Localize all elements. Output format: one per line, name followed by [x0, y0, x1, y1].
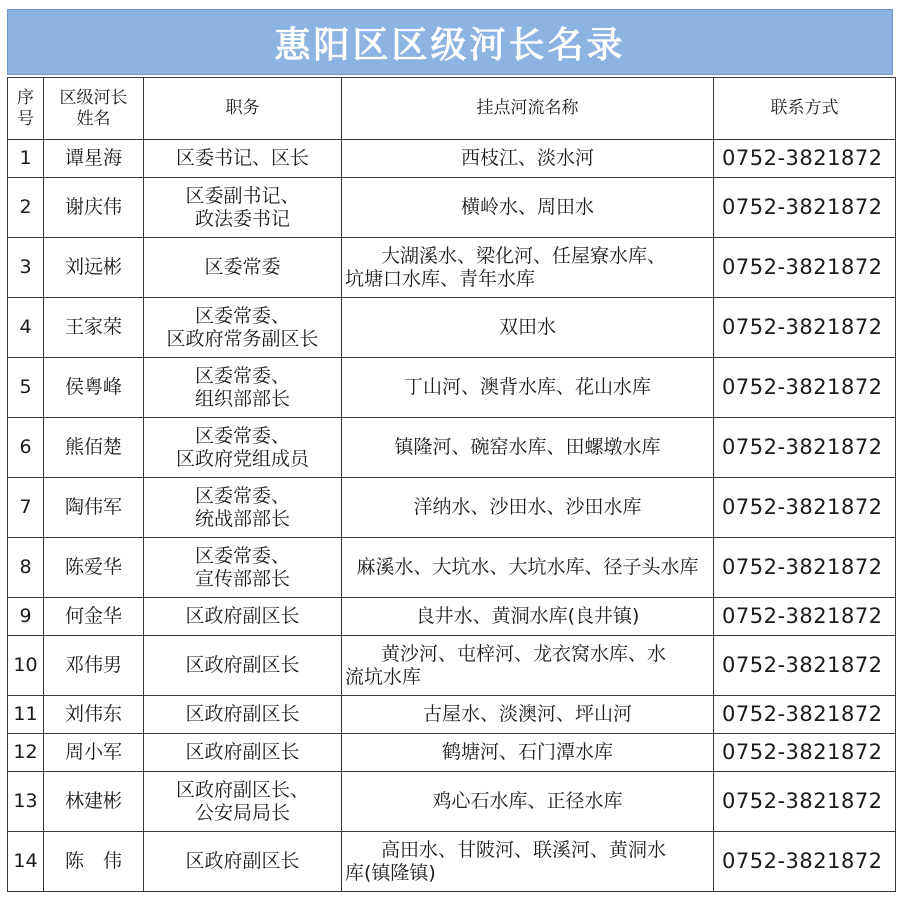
table-row [8, 358, 896, 418]
river-line: 高田水、甘陂河、联溪河、黄洞水 [381, 838, 667, 861]
table-body [8, 140, 896, 892]
table-row [8, 478, 896, 538]
table-row [8, 636, 896, 696]
river-line: 洋纳水、沙田水、沙田水库 [413, 496, 642, 518]
row-index: 12 [8, 734, 44, 772]
row-index: 2 [8, 178, 44, 238]
header-name-line1: 区级河长 [59, 87, 128, 108]
river-line: 流坑水库 [345, 665, 422, 688]
assigned-rivers [342, 598, 714, 636]
contact-phone: 0752-3821872 [714, 140, 896, 178]
header-name [44, 78, 144, 140]
header-row [8, 78, 896, 140]
river-line: 鸡心石水库、正径水库 [432, 790, 623, 812]
chief-position [144, 538, 342, 598]
river-line: 麻溪水、大坑水、大坑水库、径子头水库 [356, 556, 699, 578]
chief-name: 侯粤峰 [44, 358, 144, 418]
chief-name: 谢庆伟 [44, 178, 144, 238]
contact-phone: 0752-3821872 [714, 696, 896, 734]
chief-position [144, 238, 342, 298]
row-index: 1 [8, 140, 44, 178]
position-line: 区政府副区长 [185, 605, 300, 627]
position-line: 区委常委、 [194, 364, 290, 387]
chief-name: 陈 伟 [44, 832, 144, 892]
row-index: 9 [8, 598, 44, 636]
position-line: 区政府副区长 [185, 741, 300, 763]
table-title: 惠阳区区级河长名录 [274, 24, 626, 66]
chief-position [144, 418, 342, 478]
position-line: 政法委书记 [194, 207, 290, 230]
river-line: 横岭水、周田水 [460, 196, 594, 218]
row-index: 14 [8, 832, 44, 892]
row-index: 13 [8, 772, 44, 832]
assigned-rivers [342, 358, 714, 418]
river-line: 坑塘口水库、青年水库 [345, 267, 536, 290]
row-index: 7 [8, 478, 44, 538]
chief-name: 周小军 [44, 734, 144, 772]
table-row [8, 734, 896, 772]
header-contact: 联系方式 [714, 78, 896, 140]
chief-position [144, 178, 342, 238]
chief-name: 刘远彬 [44, 238, 144, 298]
contact-phone: 0752-3821872 [714, 636, 896, 696]
chief-name: 王家荣 [44, 298, 144, 358]
river-line: 古屋水、淡澳河、坪山河 [422, 703, 632, 725]
table-row [8, 238, 896, 298]
header-index-line2: 号 [17, 108, 34, 129]
chief-position [144, 772, 342, 832]
river-line: 黄沙河、屯梓河、龙衣窝水库、水 [381, 642, 667, 665]
contact-phone: 0752-3821872 [714, 418, 896, 478]
table-row [8, 538, 896, 598]
chief-name: 谭星海 [44, 140, 144, 178]
row-index: 10 [8, 636, 44, 696]
header-rivers: 挂点河流名称 [342, 78, 714, 140]
chief-name: 林建彬 [44, 772, 144, 832]
position-line: 区政府党组成员 [175, 447, 309, 470]
contact-phone: 0752-3821872 [714, 298, 896, 358]
assigned-rivers [342, 696, 714, 734]
river-chief-table [7, 77, 896, 892]
assigned-rivers [342, 238, 714, 298]
position-line: 组织部部长 [194, 387, 290, 410]
position-line: 区政府副区长、 [175, 778, 309, 801]
contact-phone: 0752-3821872 [714, 238, 896, 298]
position-line: 区政府常务副区长 [166, 327, 319, 350]
position-line: 区委书记、区长 [175, 147, 309, 169]
contact-phone: 0752-3821872 [714, 772, 896, 832]
chief-name: 陈爱华 [44, 538, 144, 598]
river-line: 大湖溪水、梁化河、任屋寮水库、 [381, 244, 667, 267]
row-index: 11 [8, 696, 44, 734]
river-line: 库(镇隆镇) [345, 861, 436, 884]
position-line: 公安局局长 [194, 801, 290, 824]
contact-phone: 0752-3821872 [714, 538, 896, 598]
assigned-rivers [342, 140, 714, 178]
contact-phone: 0752-3821872 [714, 358, 896, 418]
assigned-rivers [342, 734, 714, 772]
position-line: 区政府副区长 [185, 654, 300, 676]
river-line: 鹤塘河、石门潭水库 [441, 741, 613, 763]
title-bar [7, 9, 893, 75]
chief-name: 刘伟东 [44, 696, 144, 734]
position-line: 统战部部长 [194, 507, 290, 530]
river-line: 双田水 [498, 316, 556, 338]
river-line: 良井水、黄洞水库(良井镇) [415, 605, 640, 627]
chief-position [144, 478, 342, 538]
assigned-rivers [342, 636, 714, 696]
assigned-rivers [342, 772, 714, 832]
chief-position [144, 636, 342, 696]
position-line: 区政府副区长 [185, 850, 300, 872]
header-index [8, 78, 44, 140]
chief-position [144, 598, 342, 636]
position-line: 区委常委、 [194, 544, 290, 567]
river-line: 西枝江、淡水河 [460, 147, 594, 169]
table-row [8, 772, 896, 832]
position-line: 区政府副区长 [185, 703, 300, 725]
row-index: 8 [8, 538, 44, 598]
assigned-rivers [342, 418, 714, 478]
table-row [8, 140, 896, 178]
contact-phone: 0752-3821872 [714, 734, 896, 772]
chief-name: 熊佰楚 [44, 418, 144, 478]
chief-position [144, 140, 342, 178]
table-row [8, 178, 896, 238]
chief-name: 何金华 [44, 598, 144, 636]
contact-phone: 0752-3821872 [714, 832, 896, 892]
table-row [8, 418, 896, 478]
chief-name: 邓伟男 [44, 636, 144, 696]
assigned-rivers [342, 832, 714, 892]
assigned-rivers [342, 538, 714, 598]
position-line: 宣传部部长 [194, 567, 290, 590]
header-position: 职务 [144, 78, 342, 140]
river-line: 丁山河、澳背水库、花山水库 [403, 376, 651, 398]
position-line: 区委常委、 [194, 304, 290, 327]
chief-name: 陶伟军 [44, 478, 144, 538]
assigned-rivers [342, 178, 714, 238]
position-line: 区委常委 [204, 256, 281, 278]
header-name-line2: 姓名 [76, 108, 111, 129]
position-line: 区委常委、 [194, 484, 290, 507]
row-index: 3 [8, 238, 44, 298]
chief-position [144, 696, 342, 734]
row-index: 6 [8, 418, 44, 478]
river-line: 镇隆河、碗窑水库、田螺墩水库 [394, 436, 661, 458]
contact-phone: 0752-3821872 [714, 598, 896, 636]
contact-phone: 0752-3821872 [714, 478, 896, 538]
chief-position [144, 734, 342, 772]
table-row [8, 696, 896, 734]
chief-position [144, 832, 342, 892]
assigned-rivers [342, 478, 714, 538]
table-row [8, 298, 896, 358]
header-index-line1: 序 [17, 87, 34, 108]
row-index: 4 [8, 298, 44, 358]
table-row [8, 832, 896, 892]
position-line: 区委副书记、 [185, 184, 300, 207]
chief-position [144, 298, 342, 358]
chief-position [144, 358, 342, 418]
row-index: 5 [8, 358, 44, 418]
contact-phone: 0752-3821872 [714, 178, 896, 238]
table-row [8, 598, 896, 636]
assigned-rivers [342, 298, 714, 358]
position-line: 区委常委、 [194, 424, 290, 447]
